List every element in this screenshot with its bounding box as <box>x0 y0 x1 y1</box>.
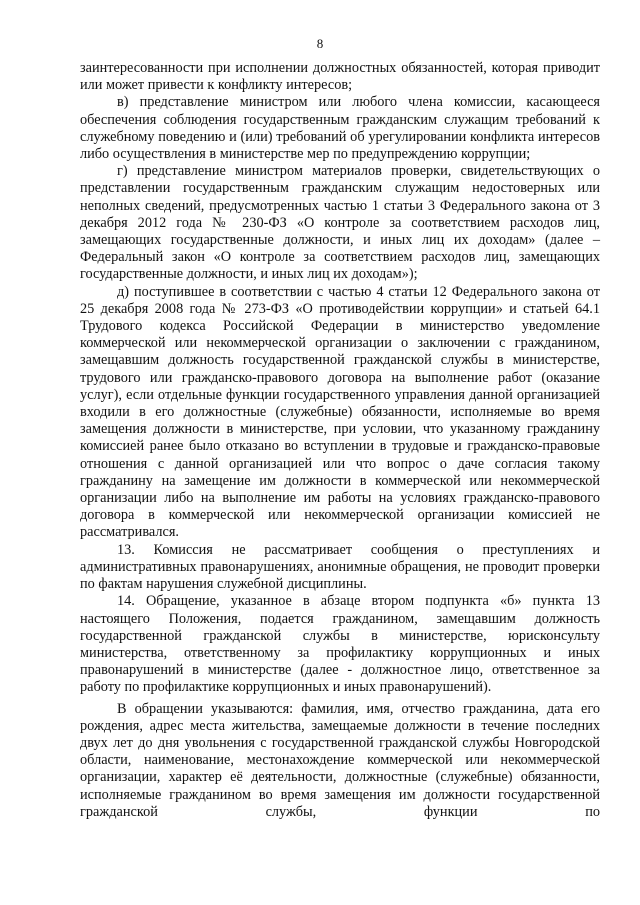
paragraph-continuation: заинтересованности при исполнении должностных обязанностей, которая приводит или может привести к конфликту интересов; <box>80 60 600 94</box>
paragraph-appeal-contents: В обращении указываются: фамилия, имя, отчество гражданина, дата его рождения, адрес места жительства, замещаемые должности в течение последних двух лет до дня увольнения с государственной гражданской службы Новгородской области, наименование, местонахождение коммерческой или некоммерческой организации, характер её деятельности, должностные (служебные) обязанности, исполняемые гражданином во время замещения им должности государственной гражданской службы, функции по <box>80 700 600 820</box>
document-body <box>80 60 600 821</box>
paragraph-13: 13. Комиссия не рассматривает сообщения о преступлениях и административных правонарушениях, анонимные обращения, не проводит проверки по фактам нарушения служебной дисциплины. <box>80 541 600 593</box>
paragraph-item-d: д) поступившее в соответствии с частью 4 статьи 12 Федерального закона от 25 декабря 2008 года № 273-ФЗ «О противодействии коррупции» и статьей 64.1 Трудового кодекса Российской Федерации в министерство уведомление коммерческой или некоммерческой организации о заключении с гражданином, замещавшим должность государственной гражданской службы в министерстве, трудового или гражданско-правового договора на выполнение работ (оказание услуг), если отдельные функции государственного управления данной организацией входили в его должностные (служебные) обязанности, исполняемые во время замещения должности в министерстве, при условии, что указанному гражданину комиссией ранее было отказано во вступлении в трудовые и гражданско-правовые отношения с данной организацией или что вопрос о даче согласия такому гражданину на замещение им должности в коммерческой или некоммерческой организации либо на выполнение им работы на условиях гражданско-правового договора в коммерческой или некоммерческой организации комиссией не рассматривался. <box>80 283 600 541</box>
paragraph-item-v: в) представление министром или любого члена комиссии, касающееся обеспечения соблюдения государственным гражданским служащим требований к служебному поведению и (или) требований об урегулировании конфликта интересов либо осуществления в министерстве мер по предупреждению коррупции; <box>80 94 600 163</box>
page-number: 8 <box>316 36 324 51</box>
paragraph-14: 14. Обращение, указанное в абзаце втором подпункта «б» пункта 13 настоящего Положения, подается гражданином, замещавшим должность государственной гражданской службы в министерстве, юрисконсульту министерства, ответственному за профилактику коррупционных и иных правонарушений в министерстве (далее - должностное лицо, ответственное за работу по профилактике коррупционных и иных правонарушений). <box>80 593 600 696</box>
paragraph-item-g: г) представление министром материалов проверки, свидетельствующих о представлении государственным гражданским служащим недостоверных или неполных сведений, предусмотренных частью 1 статьи 3 Федерального закона от 3 декабря 2012 года № 230-ФЗ «О контроле за соответствием расходов лиц, замещающих государственные должности, и иных лиц их доходам» (далее – Федеральный закон «О контроле за соответствием расходов лиц, замещающих государственные должности, и иных лиц их доходам»); <box>80 163 600 283</box>
